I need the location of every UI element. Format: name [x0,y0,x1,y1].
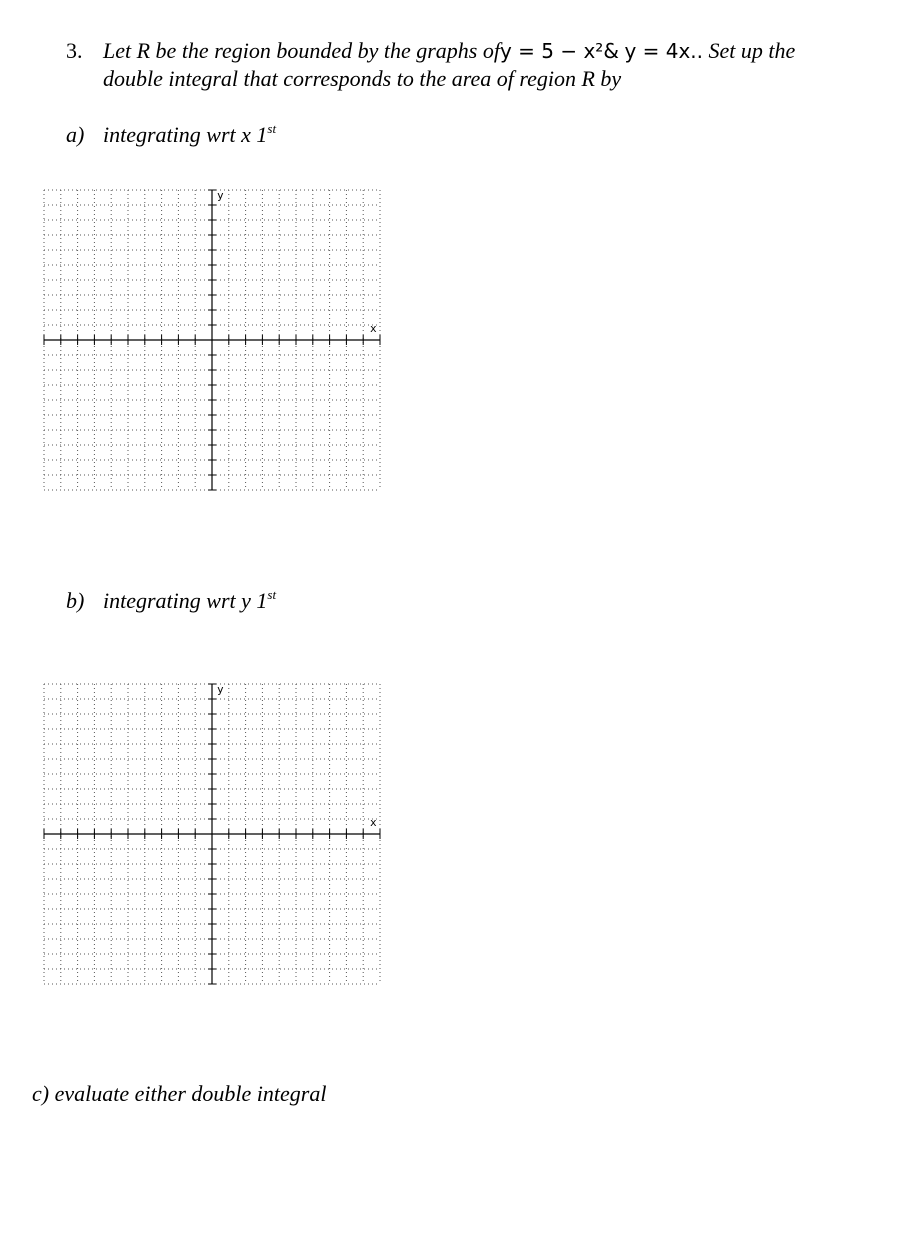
equation-1: y = 5 − x² [499,39,604,63]
question-number: 3. [66,38,83,63]
graph-grid-a [40,186,386,494]
equation-2: y = 4x.. [624,39,704,63]
graph-grid-b [40,680,386,988]
part-b-text: integrating wrt y 1 [103,588,268,613]
part-b-label: b) [66,588,85,613]
x-axis-label: x [370,816,377,829]
part-a-label: a) [66,122,85,147]
part-c-label: c) [32,1081,50,1106]
part-a-sup: st [267,121,277,136]
equation-connector: & [603,39,619,63]
part-b [66,588,276,614]
part-b-sup: st [267,587,277,602]
part-a-text: integrating wrt x 1 [103,122,268,147]
x-axis-label: x [370,322,377,335]
question-suffix: Set up the [708,38,796,63]
question-prefix: Let R be the region bounded by the graphs of [103,38,500,63]
part-a [66,122,276,148]
question-line-1 [103,38,795,64]
part-c-text: evaluate either double integral [54,1081,327,1106]
y-axis-label: y [217,683,224,696]
y-axis-label: y [217,189,224,202]
question-line-2: double integral that corresponds to the area of region R by [103,66,622,91]
part-c [32,1081,326,1107]
